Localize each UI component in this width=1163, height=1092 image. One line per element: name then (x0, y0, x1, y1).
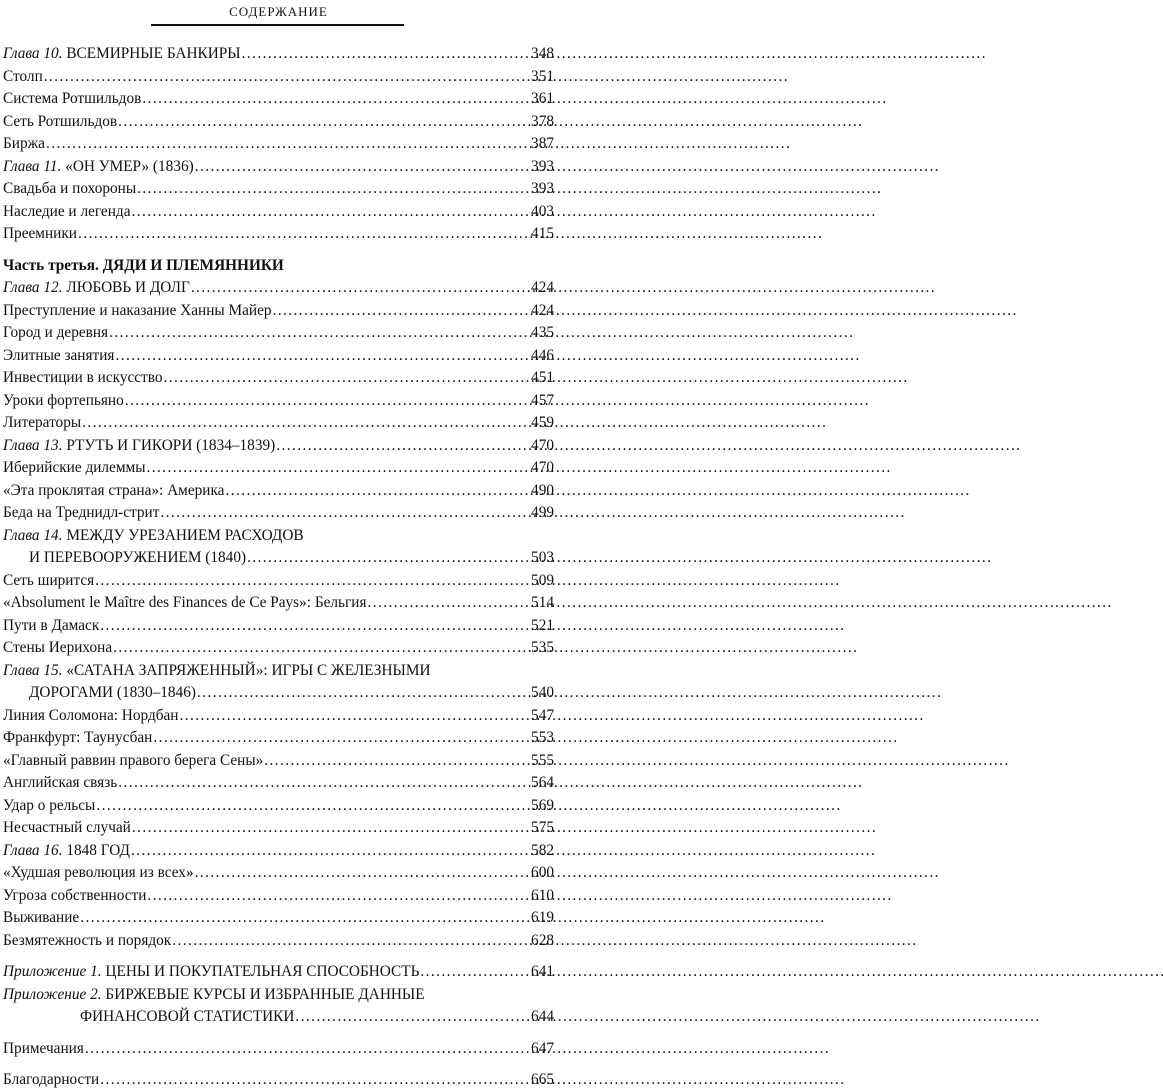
page-number: 457 (531, 391, 554, 409)
page-number: 600 (531, 864, 554, 881)
page-number: 521 (531, 616, 554, 634)
toc-entry (3, 682, 554, 705)
dot-leader (100, 615, 530, 638)
page-number: 387 (531, 135, 554, 152)
entry-title-wrap (3, 907, 79, 930)
page-number: 610 (531, 886, 554, 904)
entry-title-wrap (3, 592, 367, 615)
entry-title-wrap (3, 502, 159, 525)
page-number: 348 (531, 45, 554, 62)
dot-leader (368, 592, 531, 615)
entry-title-wrap (3, 705, 179, 728)
dot-leader (100, 1069, 530, 1092)
page-number: 535 (531, 639, 554, 656)
page-number: 514 (531, 594, 554, 611)
page-number: 582 (531, 841, 554, 859)
entry-title: Наследие и легенда (3, 202, 131, 220)
entry-title: Угроза собственности (3, 886, 147, 904)
toc-entry (3, 502, 554, 525)
toc-entry (3, 390, 554, 413)
entry-title-wrap (3, 66, 43, 89)
dot-leader (142, 88, 530, 111)
page-number: 393 (531, 180, 554, 197)
entry-title: МЕЖДУ УРЕЗАНИЕМ РАСХОДОВ (62, 526, 304, 544)
page-number: 644 (531, 1008, 554, 1025)
page-number: 509 (531, 571, 554, 589)
entry-title: «ОН УМЕР» (1836) (61, 157, 194, 175)
entry-title: Иберийские дилеммы (3, 459, 146, 476)
dot-leader (160, 502, 530, 525)
toc-entry (3, 795, 554, 818)
entry-title: Уроки фортепьяно (3, 391, 124, 409)
dot-leader (46, 133, 530, 156)
page-number: 499 (531, 504, 554, 521)
dot-leader (115, 345, 530, 368)
entry-title-wrap (3, 570, 94, 593)
entry-title-wrap (3, 435, 275, 458)
dot-leader (80, 907, 530, 930)
chapter-label: Глава 14. (3, 526, 63, 544)
dot-leader (85, 1038, 530, 1061)
dot-leader (95, 570, 530, 593)
entry-title: ЛЮБОВЬ И ДОЛГ (62, 279, 190, 296)
toc-entry (3, 547, 554, 570)
toc-entry (3, 750, 554, 773)
entry-title-wrap (3, 1006, 294, 1029)
entry-title-wrap (3, 133, 45, 156)
entry-title: Франкфурт: Таунусбан (3, 729, 153, 746)
toc-entry (3, 66, 554, 89)
dot-leader (96, 795, 530, 818)
toc-entry (3, 367, 554, 390)
entry-title: Беда на Треднидл-стрит (3, 504, 160, 521)
entry-title: 1848 ГОД (62, 841, 130, 859)
page-number: 540 (531, 684, 554, 701)
page-number: 435 (531, 324, 554, 341)
toc-entry (3, 930, 554, 953)
toc-entry (3, 480, 554, 503)
toc-entry-line (3, 525, 554, 548)
toc-entry (3, 201, 554, 224)
entry-title: Элитные занятия (3, 346, 115, 364)
entry-title-wrap (3, 840, 130, 863)
entry-title-wrap (3, 480, 224, 503)
entry-title-wrap (3, 795, 95, 818)
entry-title-wrap (3, 1069, 99, 1092)
entry-title-wrap (3, 111, 117, 134)
entry-title: И ПЕРЕВООРУЖЕНИЕМ (1840) (29, 549, 247, 566)
entry-title-wrap (3, 457, 146, 480)
entry-title-wrap (3, 817, 131, 840)
entry-title: ДОРОГАМИ (1830–1846) (29, 684, 196, 701)
entry-title: ЦЕНЫ И ПОКУПАТЕЛЬНАЯ СПОСОБНОСТЬ (101, 963, 420, 980)
dot-leader (273, 300, 531, 323)
page-number: 490 (531, 481, 554, 499)
entry-title-wrap (3, 322, 108, 345)
entry-title: «Главный раввин правого берега Сены» (3, 751, 264, 769)
page-number: 361 (531, 90, 554, 107)
entry-title: Столп (3, 67, 43, 85)
chapter-label: Глава 11. (3, 157, 62, 175)
dot-leader (113, 637, 530, 660)
dot-leader (131, 840, 530, 863)
page-number: 446 (531, 346, 554, 364)
toc-entry (3, 178, 554, 201)
page-number: 575 (531, 819, 554, 836)
page-number: 553 (531, 729, 554, 746)
dot-leader (109, 322, 530, 345)
entry-title: Свадьба и похороны (3, 180, 137, 197)
dot-leader (44, 66, 530, 89)
page-number: 547 (531, 706, 554, 724)
toc-entry (3, 457, 554, 480)
toc-entry (3, 88, 554, 111)
dot-leader (195, 862, 530, 885)
entry-title: Выживание (3, 909, 80, 926)
dot-leader (131, 201, 530, 224)
toc-entry (3, 961, 554, 984)
entry-title: Стены Иерихона (3, 639, 113, 656)
dot-leader (225, 480, 530, 503)
page-header: СОДЕРЖАНИЕ (229, 4, 328, 19)
dot-leader (191, 277, 530, 300)
table-of-contents (3, 43, 554, 1092)
entry-title: Безмятежность и порядок (3, 931, 172, 949)
entry-title: Английская связь (3, 774, 118, 791)
page-number: 424 (531, 279, 554, 296)
part-heading: Часть третья. ДЯДИ И ПЛЕМЯННИКИ (3, 256, 284, 274)
toc-entry (3, 1069, 554, 1092)
dot-leader (197, 682, 530, 705)
entry-title: Благодарности (3, 1071, 100, 1088)
dot-leader (264, 750, 530, 773)
entry-title: Биржа (3, 135, 45, 152)
dot-leader (180, 705, 531, 728)
entry-title-wrap (3, 930, 171, 953)
entry-title-wrap (3, 727, 152, 750)
dot-leader (172, 930, 530, 953)
dot-leader (118, 772, 530, 795)
page-number: 665 (531, 1071, 554, 1088)
toc-entry (3, 435, 554, 458)
entry-title: «Absolument le Maître des Finances de Ce Pays»: Бельгия (3, 594, 367, 611)
toc-entry (3, 1006, 554, 1029)
dot-leader (247, 547, 530, 570)
toc-entry (3, 133, 554, 156)
chapter-label: Глава 16. (3, 841, 63, 859)
entry-title: Пути в Дамаск (3, 616, 100, 634)
page-number: 569 (531, 796, 554, 814)
toc-entry (3, 322, 554, 345)
entry-title: ФИНАНСОВОЙ СТАТИСТИКИ (80, 1008, 295, 1025)
toc-entry-line (3, 984, 554, 1007)
dot-leader (164, 367, 531, 390)
entry-title-wrap (3, 637, 112, 660)
toc-entry (3, 277, 554, 300)
toc-entry (3, 592, 554, 615)
entry-title-wrap (3, 412, 81, 435)
header-rule (151, 24, 404, 26)
page-number: 647 (531, 1039, 554, 1057)
entry-title-wrap (3, 862, 194, 885)
entry-title-wrap (3, 223, 77, 246)
entry-title-wrap (3, 300, 272, 323)
chapter-label: Приложение 2. (3, 985, 102, 1003)
toc-entry (3, 705, 554, 728)
entry-title: Сеть ширится (3, 571, 95, 589)
page-number: 564 (531, 774, 554, 791)
entry-title-wrap (3, 547, 246, 570)
page-number: 451 (531, 369, 554, 386)
entry-title: Инвестиции в искусство (3, 369, 163, 386)
dot-leader (147, 457, 531, 480)
page-number: 403 (531, 202, 554, 220)
entry-title-wrap (3, 615, 99, 638)
dot-leader (242, 43, 530, 66)
entry-title: Сеть Ротшильдов (3, 112, 118, 130)
toc-entry (3, 300, 554, 323)
page-number: 378 (531, 112, 554, 130)
entry-title: «Эта проклятая страна»: Америка (3, 481, 225, 499)
page-number: 503 (531, 549, 554, 566)
page-number: 628 (531, 931, 554, 949)
toc-entry (3, 412, 554, 435)
toc-entry (3, 1038, 554, 1061)
toc-entry (3, 727, 554, 750)
page-number: 424 (531, 301, 554, 319)
dot-leader (147, 885, 530, 908)
page-number: 351 (531, 67, 554, 85)
toc-entry (3, 772, 554, 795)
toc-entry (3, 615, 554, 638)
entry-title-wrap (3, 178, 136, 201)
entry-title-wrap (3, 201, 130, 224)
dot-leader (82, 412, 530, 435)
entry-title: «Худшая революция из всех» (3, 864, 194, 881)
page-number: 555 (531, 751, 554, 769)
entry-title: Литераторы (3, 414, 82, 431)
entry-title: «САТАНА ЗАПРЯЖЕННЫЙ»: ИГРЫ С ЖЕЛЕЗНЫМИ (62, 661, 431, 679)
page-number: 619 (531, 909, 554, 926)
entry-title: Удар о рельсы (3, 796, 96, 814)
page-number: 470 (531, 459, 554, 476)
entry-title-wrap (3, 750, 263, 773)
entry-title: ВСЕМИРНЫЕ БАНКИРЫ (62, 45, 241, 62)
entry-title-wrap (3, 367, 163, 390)
toc-entry (3, 862, 554, 885)
entry-title-wrap (3, 88, 141, 111)
entry-title-wrap (3, 772, 117, 795)
entry-title: Линия Соломона: Нордбан (3, 706, 179, 724)
chapter-label: Глава 10. (3, 45, 63, 62)
dot-leader (132, 817, 530, 840)
toc-entry (3, 111, 554, 134)
dot-leader (295, 1006, 530, 1029)
entry-title-wrap (3, 682, 196, 705)
entry-title: Преступление и наказание Ханны Майер (3, 301, 272, 319)
chapter-label: Глава 15. (3, 661, 63, 679)
dot-leader (125, 390, 530, 413)
dot-leader (420, 961, 530, 984)
page-number: 641 (531, 963, 554, 980)
entry-title: БИРЖЕВЫЕ КУРСЫ И ИЗБРАННЫЕ ДАННЫЕ (101, 985, 425, 1003)
toc-entry (3, 223, 554, 246)
entry-title-wrap (3, 277, 190, 300)
entry-title: РТУТЬ И ГИКОРИ (1834–1839) (62, 436, 276, 454)
dot-leader (137, 178, 530, 201)
dot-leader (118, 111, 530, 134)
dot-leader (153, 727, 530, 750)
page-number: 393 (531, 157, 554, 175)
page-number: 415 (531, 225, 554, 242)
entry-title: Примечания (3, 1039, 84, 1057)
toc-entry (3, 637, 554, 660)
entry-title-wrap (3, 1038, 84, 1061)
toc-entry (3, 885, 554, 908)
entry-title-wrap (3, 156, 194, 179)
entry-title: Несчастный случай (3, 819, 131, 836)
entry-title-wrap (3, 43, 241, 66)
entry-title-wrap (3, 961, 419, 984)
toc-entry (3, 570, 554, 593)
entry-title-wrap (3, 345, 114, 368)
page-number: 459 (531, 414, 554, 431)
toc-entry (3, 156, 554, 179)
chapter-label: Глава 12. (3, 279, 63, 296)
toc-entry (3, 817, 554, 840)
chapter-label: Приложение 1. (3, 963, 102, 980)
entry-title: Система Ротшильдов (3, 90, 142, 107)
toc-entry (3, 345, 554, 368)
chapter-label: Глава 13. (3, 436, 63, 454)
toc-entry-line (3, 660, 554, 683)
toc-entry (3, 840, 554, 863)
entry-title: Преемники (3, 225, 77, 242)
dot-leader (276, 435, 530, 458)
dot-leader (195, 156, 530, 179)
dot-leader (78, 223, 530, 246)
toc-entry (3, 907, 554, 930)
page-number: 470 (531, 436, 554, 454)
entry-title-wrap (3, 885, 146, 908)
toc-entry (3, 43, 554, 66)
entry-title-wrap (3, 390, 124, 413)
entry-title: Город и деревня (3, 324, 109, 341)
